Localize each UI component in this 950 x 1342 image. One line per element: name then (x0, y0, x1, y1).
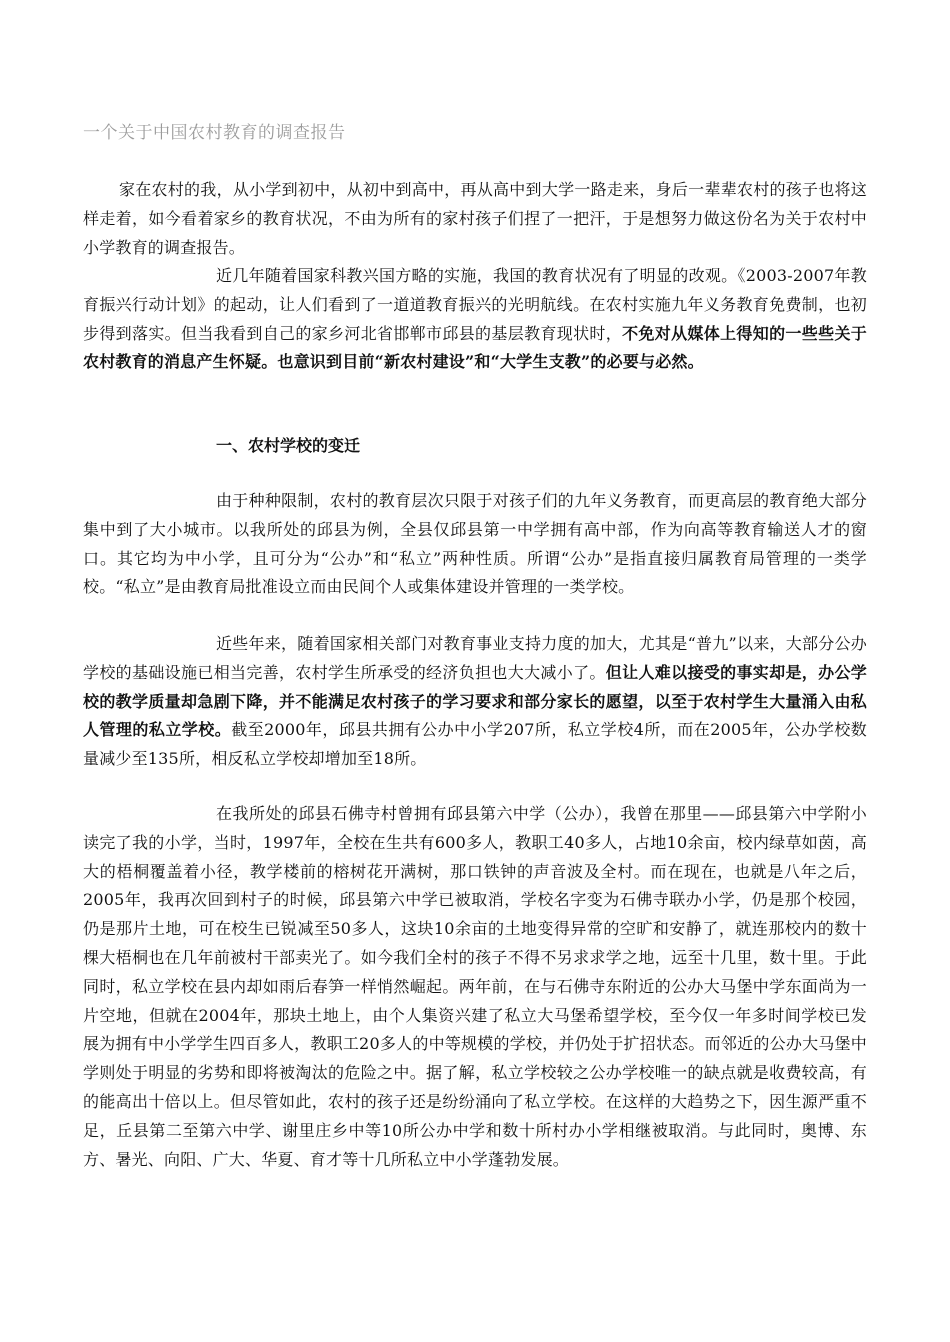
section1-paragraph-1-text: 由于种种限制，农村的教育层次只限于对孩子们的九年义务教育，而更高层的教育绝大部分集中到了大小城市。以我所处的邱县为例，全县仅邱县第一中学拥有高中部，作为向高等教育输送人才的窗口。其它均为中小学，且可分为“公办”和“私立”两种性质。所谓“公办”是指直接归属教育局管理的一类学校。“私立”是由教育局批准设立而由民间个人或集体建设并管理的一类学校。 (83, 491, 867, 597)
section1-paragraph-1 (83, 487, 867, 602)
intro-text: 家在农村的我，从小学到初中，从初中到高中，再从高中到大学一路走来，身后一辈辈农村的孩子也将这样走着，如今看着家乡的教育状况，不由为所有的家村孩子们捏了一把汗，于是想努力做这份名为关于农村中小学教育的调查报告。 (83, 180, 867, 257)
section1-paragraph-2-text-a: 近些年来，随着国家相关部门对教育事业支持力度的加大，尤其是“普九”以来，大部分公办学校的基础设施已相当完善，农村学生所承受的经济负担也大大减小了。 (83, 634, 867, 682)
section1-paragraph-3-text: 在我所处的邱县石佛寺村曾拥有邱县第六中学（公办），我曾在那里——邱县第六中学附小读完了我的小学，当时，1997年，全校在生共有600多人，教职工40多人，占地10余亩，校内绿草如茵，高大的梧桐覆盖着小径，教学楼前的榕树花开满树，那口铁钟的声音波及全村。而在现在，也就是八年之后，2005年，我再次回到村子的时候，邱县第六中学已被取消，学校名字变为石佛寺联办小学，仍是那个校园，仍是那片土地，可在校生已锐减至50多人，这块10余亩的土地变得异常的空旷和安静了，就连那校内的数十棵大梧桐也在几年前被村干部卖光了。如今我们全村的孩子不得不另求求学之地，远至十几里，数十里。于此同时，私立学校在县内却如雨后春笋一样悄然崛起。两年前，在与石佛寺东附近的公办大马堡中学东面尚为一片空地，但就在2004年，那块土地上，由个人集资兴建了私立大马堡希望学校，至今仅一年多时间学校已发展为拥有中小学学生四百多人，教职工20多人的中等规模的学校，并仍处于扩招状态。而邻近的公办大马堡中学则处于明显的劣势和即将被淘汰的危险之中。据了解，私立学校较之公办学校唯一的缺点就是收费较高，有的能高出十倍以上。但尽管如此，农村的孩子还是纷纷涌向了私立学校。在这样的大趋势之下，因生源严重不足，丘县第二至第六中学、谢里庄乡中等10所公办中学和数十所村办小学相继被取消。与此同时，奥博、东方、暑光、向阳、广大、华夏、育才等十几所私立中小学蓬勃发展。 (83, 804, 867, 1169)
background-text: 近几年随着国家科教兴国方略的实施，我国的教育状况有了明显的改观。《2003-2007年教育振兴行动计划》的起动，让人们看到了一道道教育振兴的光明航线。在农村实施九年义务教育免费制，也初步得到落实。但当我看到自己的家乡河北省邯郸市邱县的基层教育现状时， (83, 266, 867, 343)
section1-paragraph-2 (83, 630, 867, 774)
background-paragraph (83, 262, 867, 377)
section1-paragraph-3 (83, 800, 867, 1174)
section-heading-1: 一、农村学校的变迁 (216, 436, 361, 455)
section1-paragraph-2-emphasis: 但让人难以接受的事实却是，办公学校的教学质量却急剧下降，并不能满足农村孩子的学习要求和部分家长的愿望，以至于农村学生大量涌入由私人管理的私立学校。 (83, 662, 868, 740)
intro-paragraph (83, 176, 867, 262)
background-emphasis: 不免对从媒体上得知的一些些关于农村教育的消息产生怀疑。也意识到目前“新农村建设”和“大学生支教”的必要与必然。 (83, 323, 867, 372)
document-title: 一个关于中国农村教育的调查报告 (83, 123, 346, 143)
section1-paragraph-2-text-b: 截至2000年，邱县共拥有公办中小学207所，私立学校4所，而在2005年，公办学校数量减少至135所，相反私立学校却增加至18所。 (83, 720, 867, 769)
